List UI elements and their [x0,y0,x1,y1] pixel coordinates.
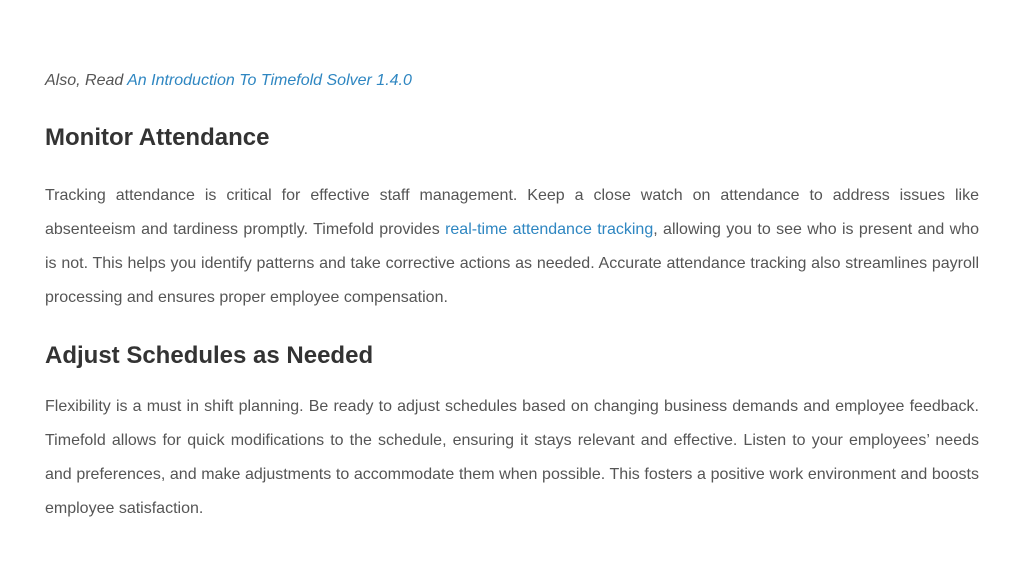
section-paragraph-monitor-attendance [45,179,979,315]
paragraph-text-before-link: Tracking attendance is critical for effective staff management. Keep a close watch on attendance to address issues like absenteeism and tardiness promptly. Timefold provides [45,187,979,238]
section-heading-adjust-schedules: Adjust Schedules as Needed [45,342,374,369]
also-read-prefix: Also, Read [45,72,128,89]
section-heading-monitor-attendance: Monitor Attendance [45,124,270,151]
attendance-tracking-link[interactable]: real-time attendance tracking [445,221,654,238]
also-read-link[interactable]: An Introduction To Timefold Solver 1.4.0 [127,72,412,89]
paragraph-text-after-link: , allowing you to see who is present and who is not. This helps you identify patterns and take corrective actions as needed. Accurate attendance tracking also streamlines payroll processing and ensures proper employee compensation. [45,221,980,306]
section-paragraph-adjust-schedules: Flexibility is a must in shift planning. Be ready to adjust schedules based on changing business demands and employee feedback. Timefold allows for quick modifications to the schedule, ensuring it stays relevant and effective. Listen to your employees’ needs and preferences, and make adjustments to accommodate them when possible. This fosters a positive work environment and boosts employee satisfaction. [45,398,979,517]
also-read-line [45,72,412,90]
